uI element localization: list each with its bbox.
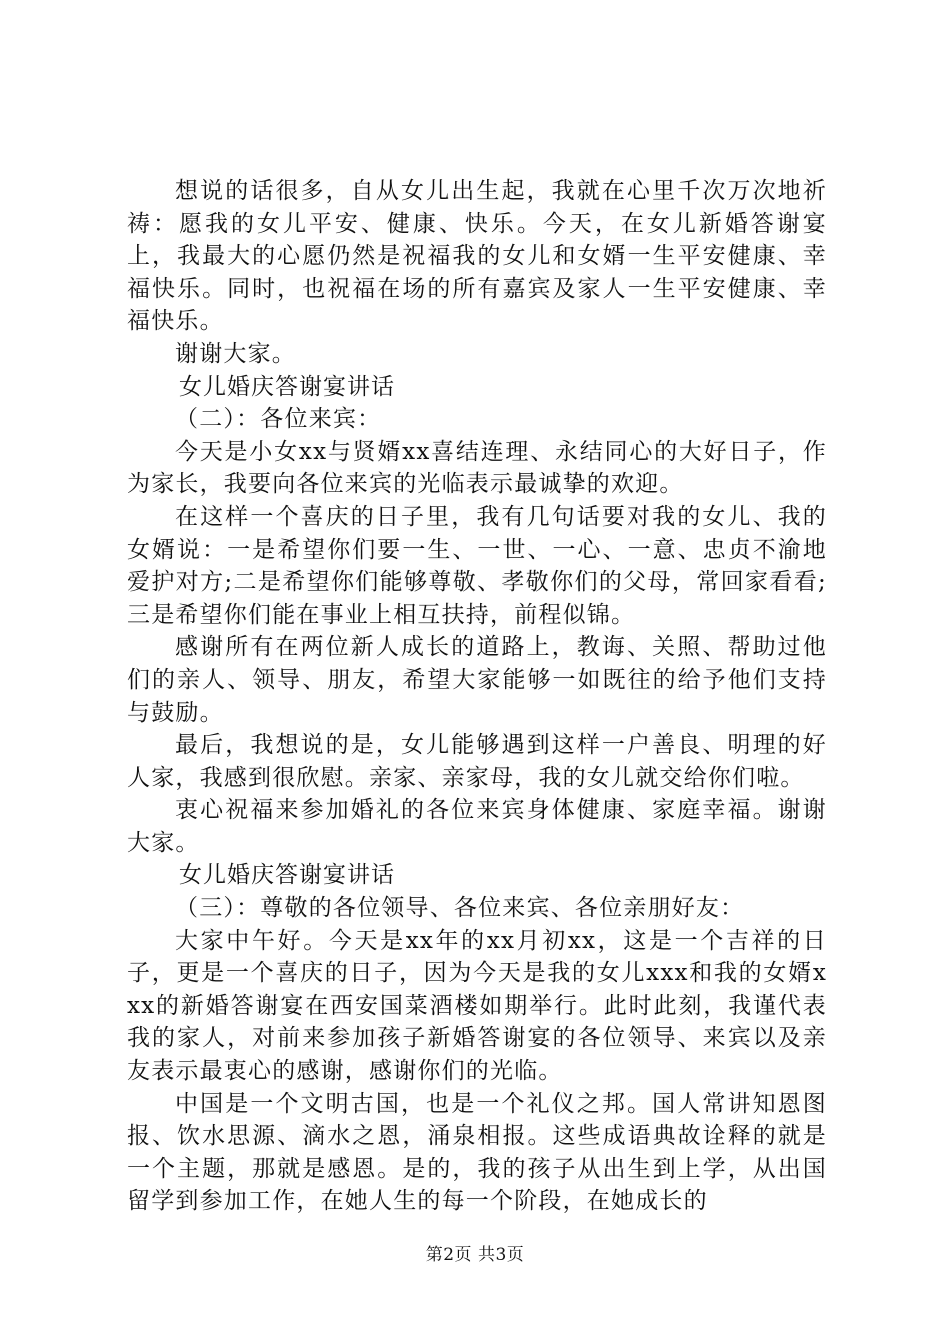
- paragraph: 衷心祝福来参加婚礼的各位来宾身体健康、家庭幸福。谢谢大家。: [127, 797, 827, 856]
- section-salutation: （三）：尊敬的各位领导、各位来宾、各位亲朋好友：: [175, 895, 745, 922]
- paragraph: 谢谢大家。: [175, 340, 296, 367]
- document-body: [127, 175, 827, 1218]
- paragraph: 在这样一个喜庆的日子里，我有几句话要对我的女儿、我的女婿说：一是希望你们要一生、一世、一心、一意、忠贞不渝地爱护对方;二是希望你们能够尊敬、孝敬你们的父母，常回家看看;三是希望你们能在事业上相互扶持，前程似锦。: [127, 503, 827, 628]
- paragraph: 今天是小女xx与贤婿xx喜结连理、永结同心的大好日子，作为家长，我要向各位来宾的光临表示最诚挚的欢迎。: [127, 438, 827, 498]
- section-heading: 女儿婚庆答谢宴讲话: [179, 373, 395, 400]
- paragraph: 大家中午好。今天是xx年的xx月初xx，这是一个吉祥的日子，更是一个喜庆的日子，因为今天是我的女儿xxx和我的女婿xxx的新婚答谢宴在西安国菜酒楼如期举行。此时此刻，我谨代表我的家人，对前来参加孩子新婚答谢宴的各位领导、来宾以及亲友表示最衷心的感谢，感谢你们的光临。: [127, 927, 827, 1085]
- section-salutation: （二）：各位来宾：: [175, 406, 382, 433]
- paragraph: 感谢所有在两位新人成长的道路上，教诲、关照、帮助过他们的亲人、领导、朋友，希望大家能够一如既往的给予他们支持与鼓励。: [127, 634, 827, 726]
- page-number-footer: 第2页 共3页: [425, 1245, 525, 1265]
- paragraph: 中国是一个文明古国，也是一个礼仪之邦。国人常讲知恩图报、饮水思源、滴水之恩，涌泉相报。这些成语典故诠释的就是一个主题，那就是感恩。是的，我的孩子从出生到上学，从出国留学到参加工作，在她人生的每一个阶段，在她成长的: [127, 1090, 827, 1215]
- section-heading: 女儿婚庆答谢宴讲话: [179, 862, 395, 889]
- paragraph: 想说的话很多，自从女儿出生起，我就在心里千次万次地祈祷：愿我的女儿平安、健康、快乐。今天，在女儿新婚答谢宴上，我最大的心愿仍然是祝福我的女儿和女婿一生平安健康、幸福快乐。同时，也祝福在场的所有嘉宾及家人一生平安健康、幸福快乐。: [127, 178, 827, 335]
- paragraph: 最后，我想说的是，女儿能够遇到这样一户善良、明理的好人家，我感到很欣慰。亲家、亲家母，我的女儿就交给你们啦。: [127, 732, 827, 791]
